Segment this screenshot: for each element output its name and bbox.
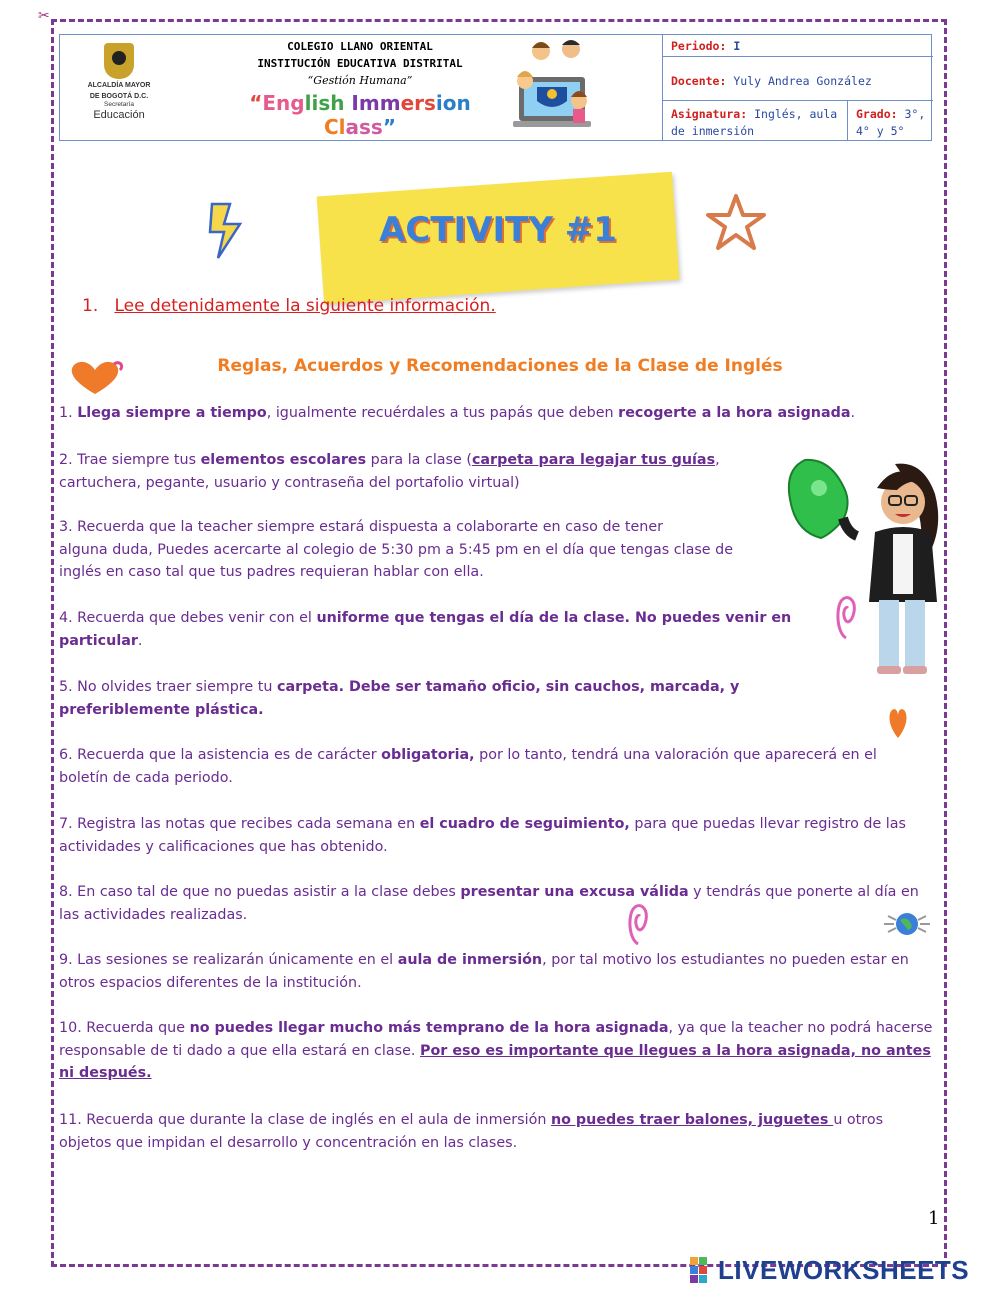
class-title-part: ion: [435, 91, 471, 115]
docente-row: [663, 57, 933, 101]
rule-1: [59, 402, 855, 425]
rule-text: 7. Registra las notas que recibes cada semana en: [59, 816, 420, 832]
rule-5: [59, 676, 739, 721]
rule-text: boletín de cada periodo.: [59, 769, 233, 786]
rule-text: para la clase (: [366, 452, 472, 468]
rule-text: 9. Las sesiones se realizarán únicamente en el: [59, 952, 398, 968]
rule-2: [59, 449, 720, 494]
rule-highlight: particular: [59, 632, 138, 649]
class-title: [215, 91, 505, 139]
logo-line2: DE BOGOTÁ D.C.: [89, 93, 149, 100]
page-number: 1: [928, 1208, 940, 1229]
heart-icon-small: [886, 704, 910, 740]
rule-text: ,: [715, 452, 720, 468]
instruction-text: Lee detenidamente la siguiente información.: [114, 296, 496, 316]
logo-line4: Educación: [93, 109, 145, 121]
rule-text: .: [850, 405, 856, 421]
rule-text: 11. Recuerda que durante la clase de inglés en el aula de inmersión: [59, 1112, 551, 1128]
class-title-part: lish: [304, 91, 345, 115]
activity-title: ACTIVITY #1: [379, 210, 617, 250]
rule-highlight: elementos escolares: [200, 452, 367, 468]
rule-highlight: uniforme que tengas el día de la clase. No puedes venir en: [316, 610, 792, 626]
globe-icon: [880, 906, 934, 942]
bogota-logo: [78, 43, 160, 135]
periodo-row: [663, 35, 933, 57]
rule-text: por lo tanto, tendrá una valoración que aparecerá en el: [474, 747, 877, 763]
rule-text: responsable de ti dado a que ella estará en clase.: [59, 1042, 420, 1059]
rule-text: u otros: [833, 1112, 884, 1128]
rule-4: [59, 607, 791, 652]
rule-text: inglés en caso tal que tus padres requieran hablar con ella.: [59, 564, 484, 580]
school-type: INSTITUCIÓN EDUCATIVA DISTRITAL: [257, 57, 463, 70]
rule-underlined: ni después.: [59, 1065, 152, 1081]
rule-text: actividades y calificaciones que has obtenido.: [59, 838, 388, 855]
section-title: Reglas, Acuerdos y Recomendaciones de la Clase de Inglés: [217, 356, 783, 376]
class-title-part: ass: [345, 115, 383, 139]
rule-text: 8. En caso tal de que no puedas asistir a la clase debes: [59, 884, 461, 900]
rule-text: cartuchera, pegante, usuario y contraseña del portafolio virtual): [59, 474, 520, 491]
rule-underlined: no puedes traer balones, juguetes: [550, 1112, 834, 1128]
rule-text: las actividades realizadas.: [59, 906, 248, 923]
rule-highlight: el cuadro de seguimiento,: [419, 816, 630, 832]
school-name: COLEGIO LLANO ORIENTAL: [287, 40, 433, 53]
rule-text: , igualmente recuérdales a tus papás que deben: [266, 405, 619, 421]
rule-text: alguna duda, Puedes acercarte al colegio de 5:30 pm a 5:45 pm en el día que tengas clase de: [59, 541, 734, 558]
star-icon: [704, 192, 768, 254]
kids-laptop-illustration: [507, 37, 597, 137]
header-info: [662, 35, 933, 140]
rule-text: 4. Recuerda que debes venir con el: [59, 610, 317, 626]
class-title-quote-close: ”: [382, 115, 396, 139]
periodo-label: Periodo:: [671, 39, 727, 53]
rule-text: para que puedas llevar registro de las: [629, 816, 906, 832]
liveworksheets-text: LIVEWORKSHEETS: [718, 1255, 970, 1285]
rule-text: 3. Recuerda que la teacher siempre estará dispuesta a colaborarte en caso de tener: [59, 519, 664, 535]
asignatura-label: Asignatura:: [671, 107, 748, 121]
rule-3: [59, 516, 733, 584]
rule-text: , por tal motivo los estudiantes no pueden estar en: [542, 952, 909, 968]
class-title-quote-open: “: [249, 91, 263, 115]
class-title-part: ers: [400, 91, 436, 115]
rule-text: 1.: [59, 405, 78, 421]
rule-8: [59, 881, 919, 926]
rule-9: [59, 949, 909, 994]
class-title-part: Eng: [262, 91, 305, 115]
rule-highlight: preferiblemente plástica.: [59, 701, 264, 718]
rule-text: 5. No olvides traer siempre tu: [59, 679, 277, 695]
grado-label: Grado:: [856, 107, 898, 121]
school-info: [210, 38, 510, 89]
rule-text: 6. Recuerda que la asistencia es de carácter: [59, 747, 382, 763]
rule-highlight: obligatoria,: [381, 747, 475, 763]
logo-line1: ALCALDÍA MAYOR: [87, 82, 151, 89]
lightning-icon: [204, 200, 250, 262]
rule-6: [59, 744, 877, 789]
rule-highlight: Llega siempre a tiempo: [77, 405, 267, 421]
docente-label: Docente:: [671, 74, 727, 88]
class-title-part: Cl: [323, 115, 346, 139]
class-title-part: Imm: [344, 91, 401, 115]
rule-highlight: carpeta. Debe ser tamaño oficio, sin cauchos, marcada, y: [277, 679, 740, 695]
rule-text: objetos que impidan el desarrollo y concentración en las clases.: [59, 1134, 518, 1151]
rule-highlight: presentar una excusa válida: [460, 884, 689, 900]
rule-text: otros espacios diferentes de la institución.: [59, 974, 362, 991]
asignatura-cell: [663, 101, 848, 140]
rule-text: y tendrás que ponerte al día en: [688, 884, 919, 900]
header-table: [59, 34, 932, 141]
rule-11: [59, 1109, 883, 1154]
docente-value: Yuly Andrea González: [733, 74, 872, 88]
rule-highlight: aula de inmersión: [397, 952, 543, 968]
grado-value: 3°, 4° y 5°: [856, 107, 926, 138]
paperclip-icon: [832, 592, 860, 642]
school-motto: “Gestión Humana”: [307, 74, 413, 87]
rule-text: 2. Trae siempre tus: [59, 452, 201, 468]
rule-highlight: recogerte a la hora asignada: [618, 405, 851, 421]
rule-7: [59, 813, 906, 858]
scissors-icon: ✂: [38, 8, 50, 24]
teacher-avatar: [765, 440, 945, 680]
instruction-number: 1.: [82, 296, 99, 316]
rule-text: .: [137, 632, 143, 649]
periodo-value: I: [733, 39, 741, 53]
liveworksheets-logo-icon: [690, 1257, 716, 1283]
logo-line3: Secretaría: [104, 101, 134, 108]
grado-cell: [848, 101, 933, 140]
rule-underlined: Por eso es importante que llegues a la hora asignada, no antes: [419, 1042, 931, 1059]
paperclip-icon: [624, 902, 652, 948]
shield-icon: [104, 43, 134, 79]
rule-text: , ya que la teacher no podrá hacerse: [668, 1020, 933, 1036]
heart-icon: [64, 356, 126, 396]
rule-10: [59, 1017, 932, 1085]
asignatura-value: Inglés, aula de inmersión: [671, 107, 838, 138]
rule-highlight: no puedes llegar mucho más temprano de la hora asignada: [189, 1020, 669, 1036]
instruction: [82, 296, 496, 316]
rule-underlined: carpeta para legajar tus guías: [471, 452, 716, 468]
rule-text: 10. Recuerda que: [59, 1020, 190, 1036]
